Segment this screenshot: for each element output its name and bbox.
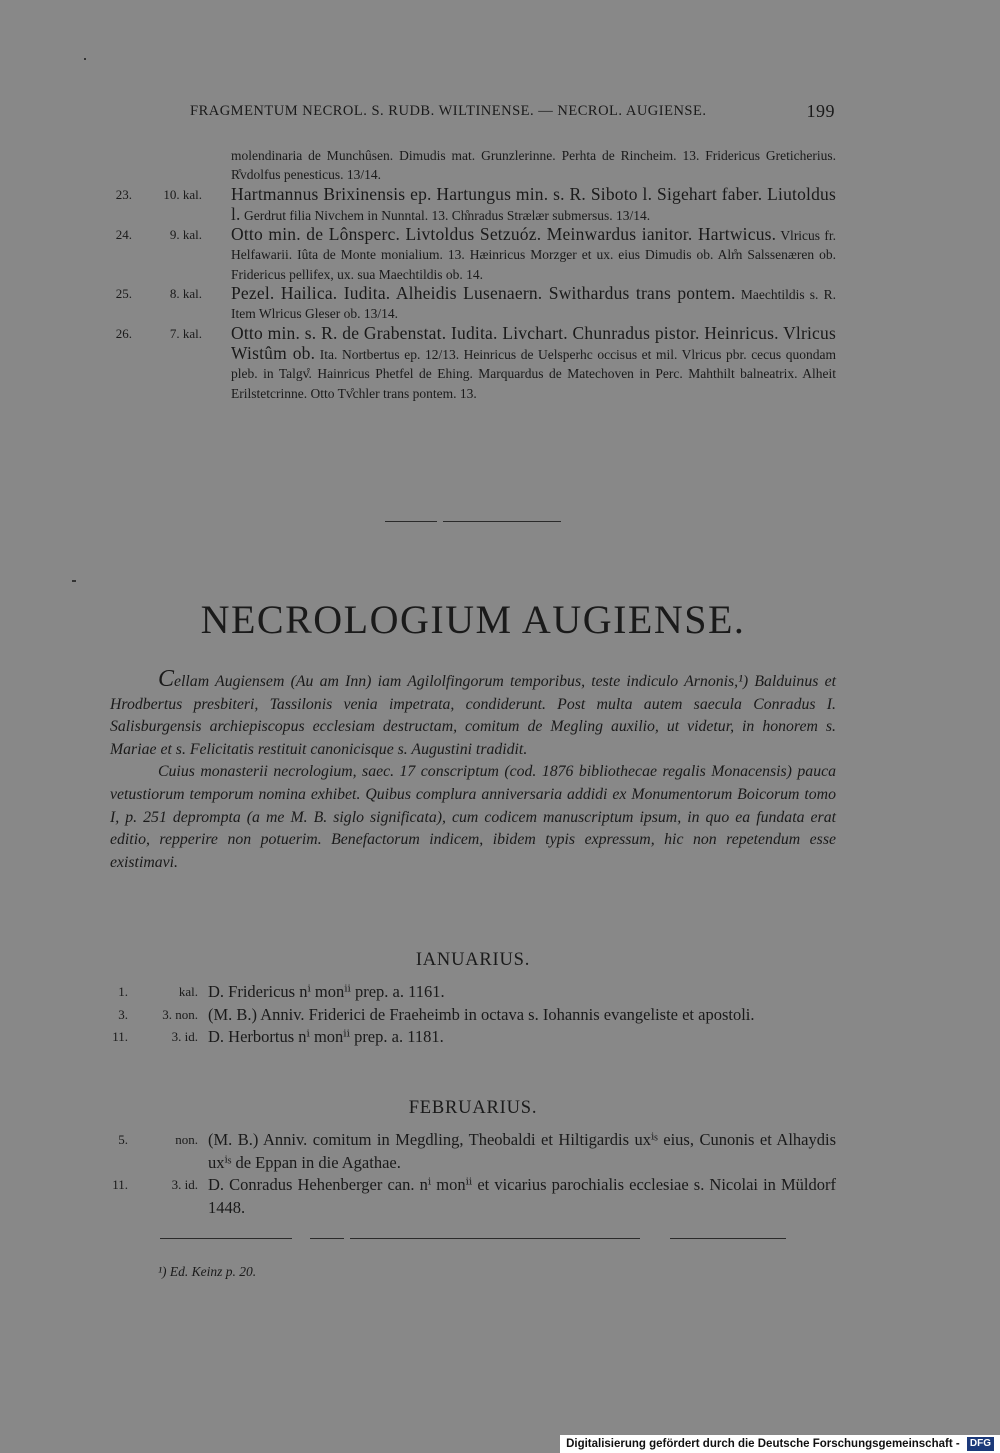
- page-number: 199: [806, 101, 835, 121]
- running-title: FRAGMENTUM NECROL. S. RUDB. WILTINENSE. — NECROL. AUGIENSE.: [190, 103, 707, 119]
- entry-text: [231, 284, 836, 324]
- footnote: ¹) Ed. Keinz p. 20.: [158, 1264, 257, 1279]
- entry-text: molendinaria de Munchûsen. Dimudis mat. Grunzlerinne. Perhta de Rincheim. 13. Fridericus Greticherius. R̊vdolfus penesticus. 13/14.: [231, 148, 836, 183]
- calendar-text: D. Fridericus nⁱ monⁱⁱ prep. a. 1161.: [208, 982, 445, 1001]
- entry-text-minor: Ita. Nortbertus ep. 12/13. Heinricus de Uelsperhc occisus et mil. Vlricus pbr. cecus quondam pleb. in Talgv̊. Hainricus Phetfel de Ehing. Marquardus de Matechoven in Perc. Mahthilt balneatrix. Alheit Erilstetcrinne. Otto Tv̊chler trans pontem. 13.: [231, 346, 836, 401]
- calendar-row: [110, 981, 836, 1004]
- month-heading-februarius: FEBRUARIUS.: [408, 1098, 538, 1118]
- section-title: NECROLOGIUM AUGIENSE.: [200, 597, 746, 642]
- calendar-row: [110, 1129, 836, 1174]
- top-entries: [108, 146, 836, 403]
- calendar-day: 11.: [112, 1029, 128, 1045]
- entry-text-main: Pezel. Hailica. Iudita. Alheidis Lusenaern. Swithardus trans pontem.: [231, 283, 736, 304]
- entry-day: 23.: [115, 186, 132, 202]
- entry-26: [108, 324, 836, 403]
- entry-text-minor: Vlricus fr. Helfawarii. Iûta de Monte monialium. 13. Hæinricus Morzger et ux. eius Dimudis ob. Alr̊n Salssenæren ob. Fridericus pellifex, ux. sua Maechtildis ob. 14.: [231, 228, 836, 282]
- entry-date: 9. kal.: [169, 227, 202, 243]
- entry-text-main: Hartmannus Brixinensis ep. Hartungus min. s. R. Siboto l. Sigehart faber. Liutoldus l.: [231, 183, 836, 224]
- digitization-credit: [560, 1435, 1000, 1453]
- intro-paragraph: Cuius monasterii necrologium, saec. 17 conscriptum (cod. 1876 bibliothecae regalis Monacensis) pauca vetustiorum temporum nomina exhibet. Quibus complura anniversaria addidi ex Monumentorum Boicorum tomo I, p. 251 deprompta (a me M. B. siglo significata), cum codicem manuscriptum ipsum, in quo ea fundata erat editio, repperire non potuerim. Benefactorum indicem, ibidem typis expressum, hic non repetendum esse existimavi.: [110, 763, 836, 871]
- entry-date: 10. kal.: [163, 186, 202, 202]
- entry-date: 8. kal.: [169, 286, 202, 302]
- calendar-text: (M. B.) Anniv. comitum in Megdling, Theobaldi et Hiltigardis uxⁱˢ eius, Cunonis et Alhaydis uxⁱˢ de Eppan in die Agathae.: [208, 1130, 836, 1172]
- calendar-day: 5.: [118, 1132, 128, 1147]
- calendar-date: non.: [175, 1132, 198, 1147]
- entry-text-main: Otto min. s. R. de Grabenstat. Iudita. Livchart. Chunradus pistor. Heinricus. Vlricus Wistûm ob.: [231, 322, 836, 363]
- entry-text: [231, 185, 836, 226]
- entry-text-main: Otto min. de Lônsperc. Livtoldus Setzuóz. Meinwardus ianitor. Hartwicus.: [231, 224, 777, 245]
- calendar-day: 1.: [118, 984, 128, 999]
- intro-paragraph: [110, 668, 836, 761]
- calendar-text: (M. B.) Anniv. Friderici de Fraeheimb in octava s. Iohannis evangeliste et apostoli.: [208, 1004, 755, 1024]
- footnote-rule: [160, 1238, 786, 1239]
- entry-day: 26.: [115, 325, 132, 341]
- entry-text: [231, 324, 836, 403]
- calendar-date: 3. non.: [162, 1006, 198, 1022]
- credit-text: Digitalisierung gefördert durch die Deutsche Forschungsgemeinschaft -: [566, 1438, 960, 1450]
- scan-speck: [84, 58, 86, 60]
- calendar-day: 3.: [118, 1006, 128, 1022]
- entry-date: 7. kal.: [169, 325, 202, 341]
- calendar-date: 3. id.: [171, 1029, 198, 1045]
- calendar-date: 3. id.: [171, 1177, 198, 1193]
- calendar-date: kal.: [178, 984, 198, 999]
- entry-day: 24.: [115, 227, 132, 243]
- calendar-row: [110, 1174, 836, 1219]
- entry-23: [108, 185, 836, 226]
- entry-24: [108, 225, 836, 284]
- entry-day: 25.: [115, 286, 132, 302]
- calendar-row: [110, 1026, 836, 1049]
- calendar-ianuarius: [110, 981, 836, 1049]
- section-separator: [385, 521, 565, 533]
- month-heading-ianuarius: IANUARIUS.: [415, 950, 531, 970]
- calendar-text: D. Herbortus nⁱ monⁱⁱ prep. a. 1181.: [208, 1027, 444, 1047]
- intro-initial: C: [158, 666, 175, 692]
- scan-speck: [72, 580, 76, 582]
- entry-text-minor: Gerdrut filia Nivchem in Nunntal. 13. Ch̊nradus Strælær submersus. 13/14.: [244, 207, 651, 223]
- calendar-februarius: [110, 1129, 836, 1219]
- running-header: [190, 103, 835, 120]
- calendar-day: 11.: [112, 1177, 128, 1193]
- dfg-logo: DFG: [967, 1437, 994, 1451]
- calendar-row: [110, 1004, 836, 1027]
- entry-continuation: [108, 146, 836, 185]
- intro-paragraph-text: ellam Augiensem (Au am Inn) iam Agilolfingorum temporibus, teste indiculo Arnonis,¹) Balduinus et Hrodbertus presbiteri, Tassilonis venia impetrata, condiderunt. Post multa autem saecula Conradus I. Salisburgensis archiepiscopus ecclesiam destructam, comitum de Megling auxilio, ut videtur, in honorem s. Mariae et s. Felicitatis restituit canonicisque s. Augustini tradidit.: [110, 673, 836, 758]
- entry-text: [231, 225, 836, 284]
- entry-text-minor: Maechtildis s. R. Item Wlricus Gleser ob. 13/14.: [231, 287, 836, 322]
- introduction: [110, 668, 836, 874]
- entry-25: [108, 284, 836, 324]
- calendar-text: D. Conradus Hehenberger can. nⁱ monⁱⁱ et vicarius parochialis ecclesiae s. Nicolai in Müldorf 1448.: [208, 1175, 836, 1217]
